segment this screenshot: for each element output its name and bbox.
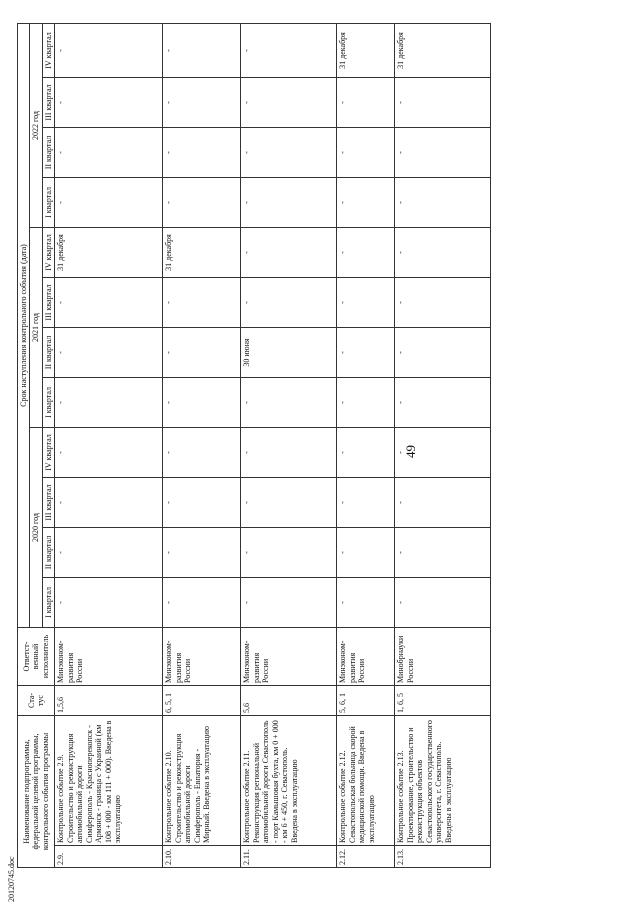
quarter-cell: - [55,128,163,178]
quarter-cell: - [241,528,337,578]
quarter-cell: - [55,178,163,228]
quarter-cell: - [395,128,491,178]
quarter-cell: - [395,378,491,428]
quarter-cell: - [163,128,241,178]
table-row [163,23,241,867]
quarter-cell: - [241,478,337,528]
quarter-cell: - [55,23,163,77]
quarter-cell: - [337,278,395,328]
quarter-cell: - [241,228,337,278]
quarter-cell: - [241,78,337,128]
quarter-cell: 31 декабря [163,228,241,278]
header-quarter: II квартал [42,128,54,178]
quarter-cell: - [395,78,491,128]
quarter-cell: - [163,278,241,328]
event-name: Контрольное событие 2.9. Строительство и реконструкция автомобильной дороги Симферополь - Красноперекопск - Армянск - граница с Украиной (км 108 + 000 - км 111 + 000). Введена в эксплуатацию [55,716,163,846]
quarter-cell: - [55,528,163,578]
event-executor: Минэконом-развития России [55,628,163,686]
quarter-cell: - [395,528,491,578]
quarter-cell: 30 июня [241,328,337,378]
row-number: 2.9. [55,846,163,868]
table-row [241,23,337,867]
quarter-cell: - [337,478,395,528]
event-name: Контрольное событие 2.13. Проектирование, строительство и реконструкция объектов Севастопольского государственного университета, г. Севастополь. Введены в эксплуатацию [395,716,491,846]
event-name: Контрольное событие 2.11. Реконструкция региональной автомобильной дороги Севастополь - порт Камышовая бухта, км 0 + 000 - км 6 + 450, г. Севастополь. Введена в эксплуатацию [241,716,337,846]
quarter-cell: - [55,428,163,478]
quarter-cell: - [163,378,241,428]
quarter-cell: - [163,528,241,578]
quarter-cell: - [395,328,491,378]
quarter-cell: - [337,178,395,228]
header-name: Наименование подпрограммы, федеральной целевой программы, контрольного события программы [18,716,55,868]
header-quarter: II квартал [42,328,54,378]
quarter-cell: - [337,428,395,478]
quarter-cell: - [55,478,163,528]
header-year: 2020 год [30,428,42,628]
header-quarter: I квартал [42,178,54,228]
event-name: Контрольное событие 2.10. Строительство и реконструкция автомобильной дороги Симферополь - Евпатория - Мирный. Введена в эксплуатацию [163,716,241,846]
quarter-cell: - [337,128,395,178]
quarter-cell: 31 декабря [55,228,163,278]
event-executor: Минэконом-развития России [241,628,337,686]
event-status: 1,5,6 [55,686,163,716]
quarter-cell: - [337,578,395,628]
quarter-cell: - [395,178,491,228]
quarter-cell: - [337,228,395,278]
page-number: 49 [403,445,418,458]
quarter-cell: - [395,578,491,628]
event-executor: Минэконом-развития России [337,628,395,686]
header-quarter: II квартал [42,528,54,578]
quarter-cell: - [241,428,337,478]
event-status: 5, 6, 1 [337,686,395,716]
event-executor: Минобрнауки России [395,628,491,686]
event-name: Контрольное событие 2.12. Севастопольская больница скорой медицинской помощи. Введена в эксплуатацию [337,716,395,846]
quarter-cell: - [395,278,491,328]
quarter-cell: - [55,78,163,128]
header-deadline: Срок наступления контрольного события (дата) [18,23,30,627]
header-quarter: III квартал [42,278,54,328]
event-executor: Минэконом-развития России [163,628,241,686]
table-row [55,23,163,867]
quarter-cell: 31 декабря [395,23,491,77]
row-number: 2.13. [395,846,491,868]
header-quarter: IV квартал [42,428,54,478]
row-number: 2.10. [163,846,241,868]
control-events-table [17,23,491,868]
quarter-cell: - [163,328,241,378]
header-status: Ста-тус [18,686,55,716]
quarter-cell: - [337,528,395,578]
row-number: 2.12. [337,846,395,868]
quarter-cell: - [55,578,163,628]
table-row [395,23,491,867]
quarter-cell: - [241,578,337,628]
quarter-cell: - [337,378,395,428]
quarter-cell: - [55,328,163,378]
quarter-cell: - [241,378,337,428]
quarter-cell: - [163,23,241,77]
quarter-cell: - [163,78,241,128]
quarter-cell: - [395,428,491,478]
header-quarter: III квартал [42,78,54,128]
quarter-cell: - [163,578,241,628]
quarter-cell: - [55,378,163,428]
quarter-cell: - [241,128,337,178]
table-row [337,23,395,867]
quarter-cell: - [163,178,241,228]
quarter-cell: - [241,23,337,77]
quarter-cell: 31 декабря [337,23,395,77]
header-quarter: IV квартал [42,228,54,278]
quarter-cell: - [395,478,491,528]
quarter-cell: - [163,478,241,528]
header-year: 2022 год [30,23,42,227]
header-executor: Ответст-венный исполнитель [18,628,55,686]
quarter-cell: - [337,328,395,378]
footer-code: 20120745.doc [7,856,16,902]
header-quarter: I квартал [42,578,54,628]
quarter-cell: - [241,178,337,228]
event-status: 6, 5, 1 [163,686,241,716]
quarter-cell: - [55,278,163,328]
header-year: 2021 год [30,228,42,428]
header-quarter: I квартал [42,378,54,428]
header-quarter: IV квартал [42,23,54,77]
event-status: 1, 6, 5 [395,686,491,716]
event-status: 5,6 [241,686,337,716]
quarter-cell: - [163,428,241,478]
header-quarter: III квартал [42,478,54,528]
quarter-cell: - [395,228,491,278]
quarter-cell: - [337,78,395,128]
quarter-cell: - [241,278,337,328]
row-number: 2.11. [241,846,337,868]
